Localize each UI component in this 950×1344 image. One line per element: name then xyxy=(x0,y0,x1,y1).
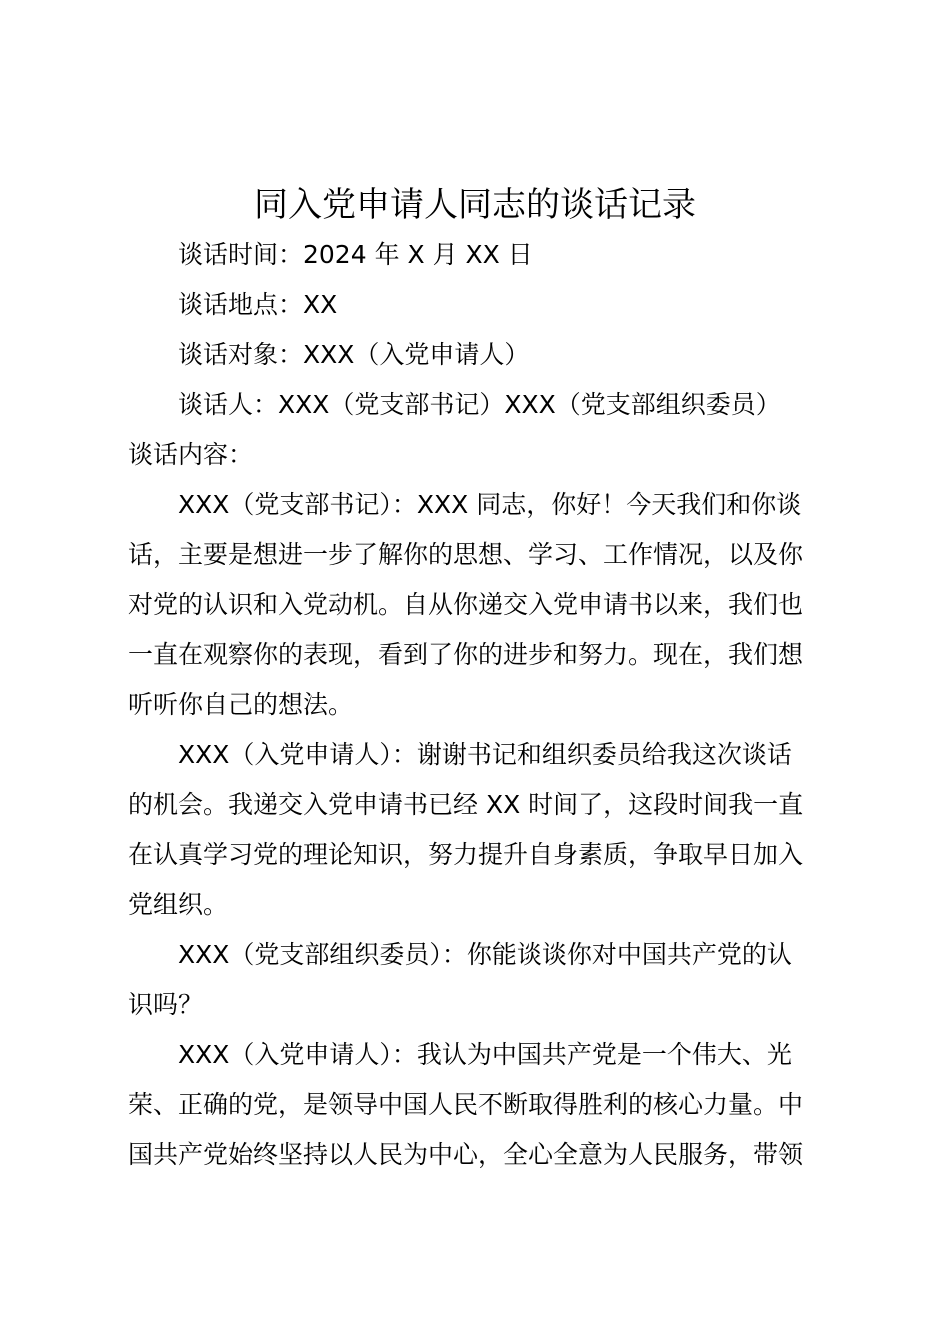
paragraph-line: 的机会。我递交入党申请书已经 XX 时间了，这段时间我一直 xyxy=(128,790,804,819)
meta-interviewers: 谈话人：XXX（党支部书记）XXX（党支部组织委员） xyxy=(178,390,781,419)
document-title: 同入党申请人同志的谈话记录 xyxy=(254,185,696,225)
paragraph-line: 荣、正确的党，是领导中国人民不断取得胜利的核心力量。中 xyxy=(128,1090,804,1119)
meta-subject: 谈话对象：XXX（入党申请人） xyxy=(178,340,530,369)
paragraph-line: 识吗？ xyxy=(128,990,204,1019)
paragraph-line: XXX（党支部书记）：XXX 同志，你好！今天我们和你谈 xyxy=(178,490,802,519)
paragraph-line: 听听你自己的想法。 xyxy=(128,690,354,719)
paragraph-line: XXX（党支部组织委员）：你能谈谈你对中国共产党的认 xyxy=(178,940,792,969)
meta-time: 谈话时间：2024 年 X 月 XX 日 xyxy=(178,240,533,269)
paragraph-line: 对党的认识和入党动机。自从你递交入党申请书以来，我们也 xyxy=(128,590,804,619)
paragraph-line: 一直在观察你的表现，看到了你的进步和努力。现在，我们想 xyxy=(128,640,804,669)
paragraph-line: 党组织。 xyxy=(128,890,229,919)
paragraph-line: 话，主要是想进一步了解你的思想、学习、工作情况，以及你 xyxy=(128,540,804,569)
meta-content-label: 谈话内容： xyxy=(128,440,254,469)
meta-place: 谈话地点：XX xyxy=(178,290,338,319)
paragraph-line: 国共产党始终坚持以人民为中心，全心全意为人民服务，带领 xyxy=(128,1140,804,1169)
paragraph-line: XXX（入党申请人）：谢谢书记和组织委员给我这次谈话 xyxy=(178,740,792,769)
paragraph-line: 在认真学习党的理论知识，努力提升自身素质，争取早日加入 xyxy=(128,840,804,869)
paragraph-line: XXX（入党申请人）：我认为中国共产党是一个伟大、光 xyxy=(178,1040,792,1069)
